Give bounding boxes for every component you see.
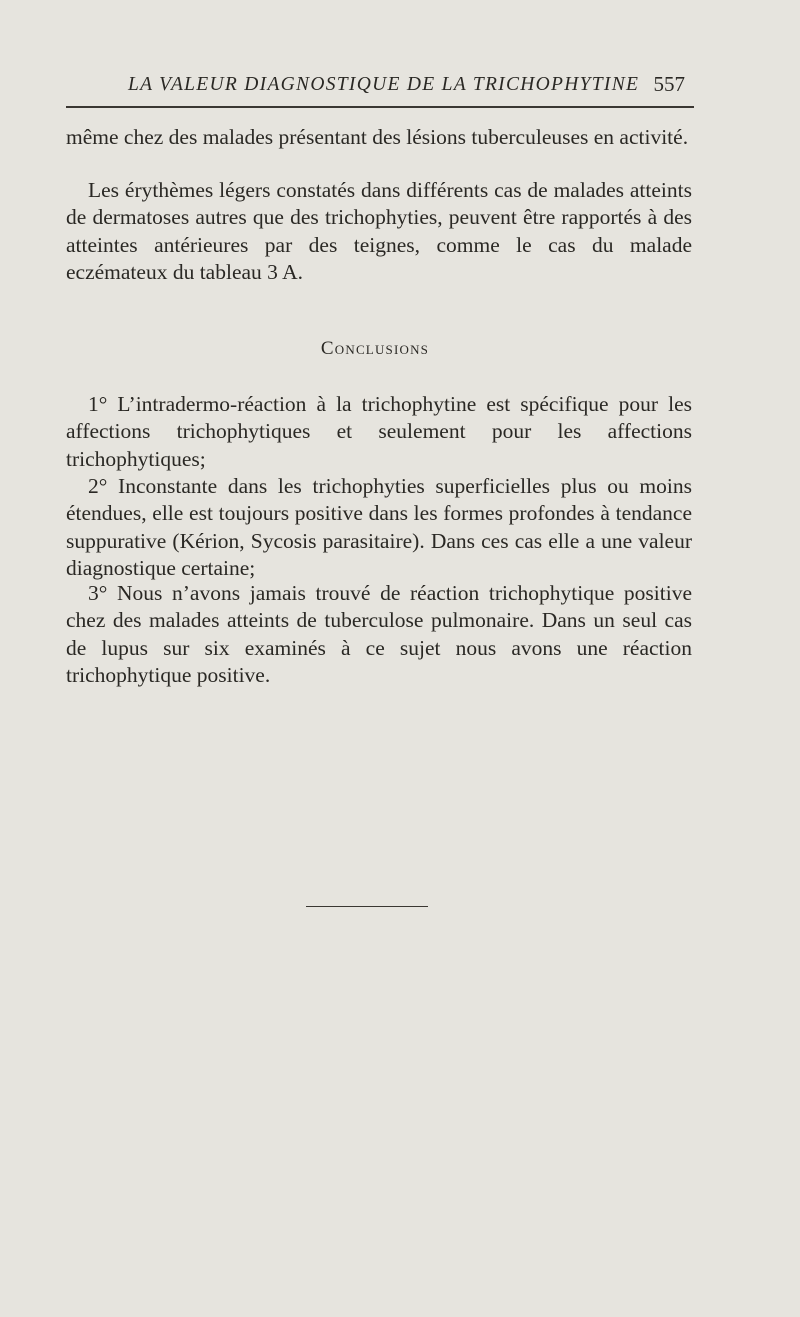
end-rule — [306, 906, 428, 907]
paragraph-erythemes: Les érythèmes légers constatés dans différents cas de malades atteints de dermatoses autres que des trichophyties, peuvent être rapportés à des atteintes antérieures par des teignes, comme le cas du malade eczémateux du tableau 3 A. — [66, 178, 692, 285]
running-head — [68, 70, 685, 104]
conclusion-item-3: 3° Nous n’avons jamais trouvé de réaction trichophytique positive chez des malades atteints de tuberculose pulmonaire. Dans un seul cas de lupus sur six examinés à ce sujet nous avons une réaction trichophytique positive. — [66, 581, 692, 688]
running-title: LA VALEUR DIAGNOSTIQUE DE LA TRICHOPHYTINE — [128, 74, 640, 95]
page-number: 557 — [653, 72, 685, 96]
section-heading-conclusions: Conclusions — [320, 338, 430, 359]
header-rule — [66, 106, 694, 108]
conclusion-item-1: 1° L’intradermo-réaction à la trichophytine est spécifique pour les affections trichophytiques et seulement pour les affections trichophytiques; — [66, 392, 692, 471]
paragraph-continuation: même chez des malades présentant des lésions tuberculeuses en activité. — [66, 125, 689, 149]
conclusion-item-2: 2° Inconstante dans les trichophyties superficielles plus ou moins étendues, elle est toujours positive dans les formes profondes à tendance suppurative (Kérion, Sycosis parasitaire). Dans ces cas elle a une valeur diagnostique certaine; — [66, 474, 692, 581]
